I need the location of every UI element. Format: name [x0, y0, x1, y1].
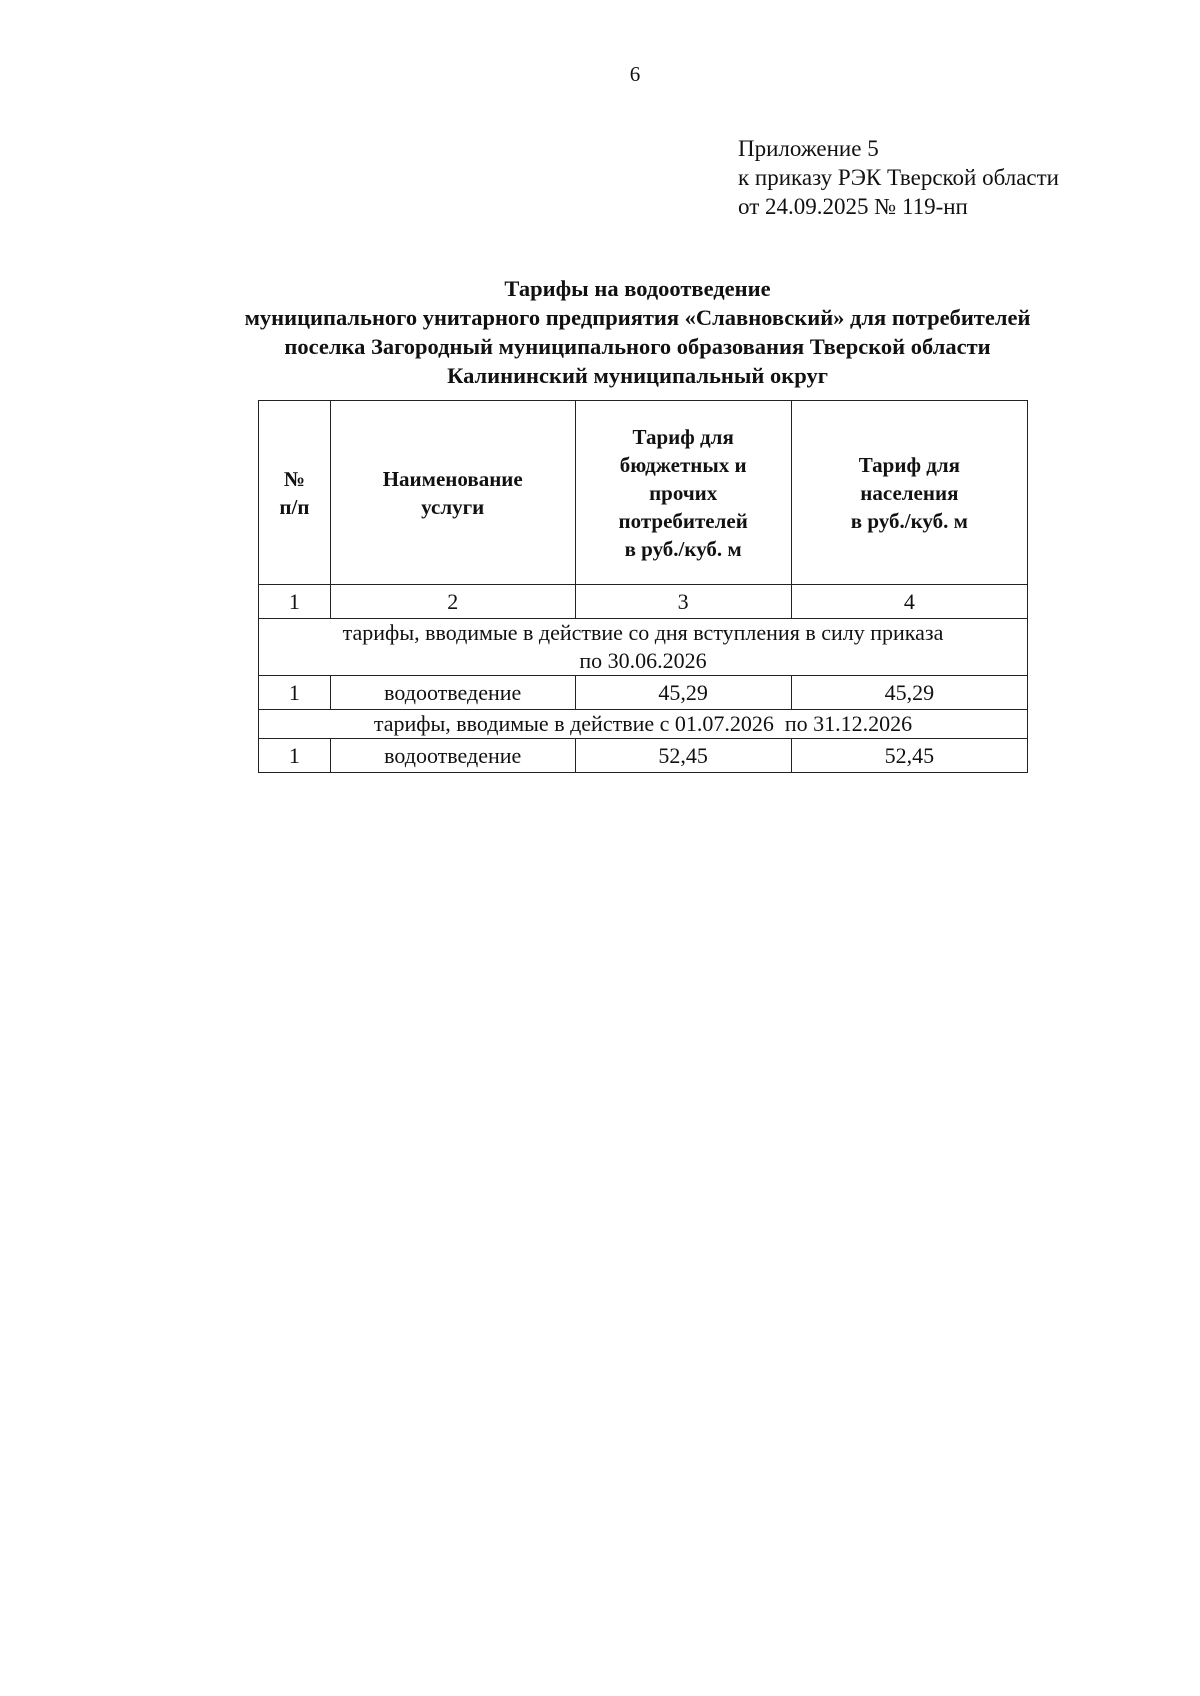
- table-header-row: [259, 401, 1028, 585]
- header-line: населения: [860, 480, 959, 505]
- period-label-line: по 30.06.2026: [579, 648, 707, 673]
- header-number: [259, 401, 331, 585]
- header-line: Тариф для: [858, 452, 961, 477]
- population-tariff-value: 45,29: [791, 676, 1027, 710]
- table-row: [259, 676, 1028, 710]
- header-line: потребителей: [618, 508, 748, 533]
- period-row: [259, 710, 1028, 739]
- appendix-line: от 24.09.2025 № 119-нп: [738, 194, 968, 219]
- header-line: услуги: [421, 494, 485, 519]
- header-line: прочих: [649, 480, 718, 505]
- period-label: [259, 710, 1028, 739]
- title-line: муниципального унитарного предприятия «Славновский» для потребителей: [244, 305, 1031, 330]
- header-line: в руб./куб. м: [850, 508, 968, 533]
- period-row: [259, 619, 1028, 676]
- header-line: №: [283, 466, 305, 491]
- header-line: п/п: [279, 494, 310, 519]
- column-number: 1: [259, 585, 331, 619]
- period-label-line: тарифы, вводимые в действие со дня вступления в силу приказа: [342, 620, 944, 645]
- header-line: Тариф для: [632, 424, 734, 449]
- header-service-name: [330, 401, 575, 585]
- header-line: в руб./куб. м: [624, 536, 742, 561]
- header-line: бюджетных и: [619, 452, 747, 477]
- title-line: Тарифы на водоотведение: [504, 276, 771, 301]
- appendix-line: к приказу РЭК Тверской области: [738, 165, 1059, 190]
- row-number: 1: [259, 739, 331, 773]
- service-name: водоотведение: [330, 676, 575, 710]
- column-number: 2: [330, 585, 575, 619]
- title-line: Калининский муниципальный округ: [447, 363, 828, 388]
- page-number: 6: [629, 62, 641, 86]
- period-label: [259, 619, 1028, 676]
- appendix-reference: [738, 134, 1059, 221]
- service-name: водоотведение: [330, 739, 575, 773]
- tariff-table: [258, 400, 1028, 773]
- budget-tariff-value: 52,45: [575, 739, 791, 773]
- column-number-row: [259, 585, 1028, 619]
- table-row: [259, 739, 1028, 773]
- row-number: 1: [259, 676, 331, 710]
- column-number: 3: [575, 585, 791, 619]
- header-line: Наименование: [382, 466, 523, 491]
- appendix-line: Приложение 5: [738, 136, 879, 161]
- column-number: 4: [791, 585, 1027, 619]
- header-population-tariff: [791, 401, 1027, 585]
- budget-tariff-value: 45,29: [575, 676, 791, 710]
- document-title: [180, 274, 1095, 390]
- population-tariff-value: 52,45: [791, 739, 1027, 773]
- period-label-line: тарифы, вводимые в действие с 01.07.2026 по 31.12.2026: [373, 711, 913, 736]
- title-line: поселка Загородный муниципального образования Тверской области: [284, 334, 991, 359]
- header-budget-tariff: [575, 401, 791, 585]
